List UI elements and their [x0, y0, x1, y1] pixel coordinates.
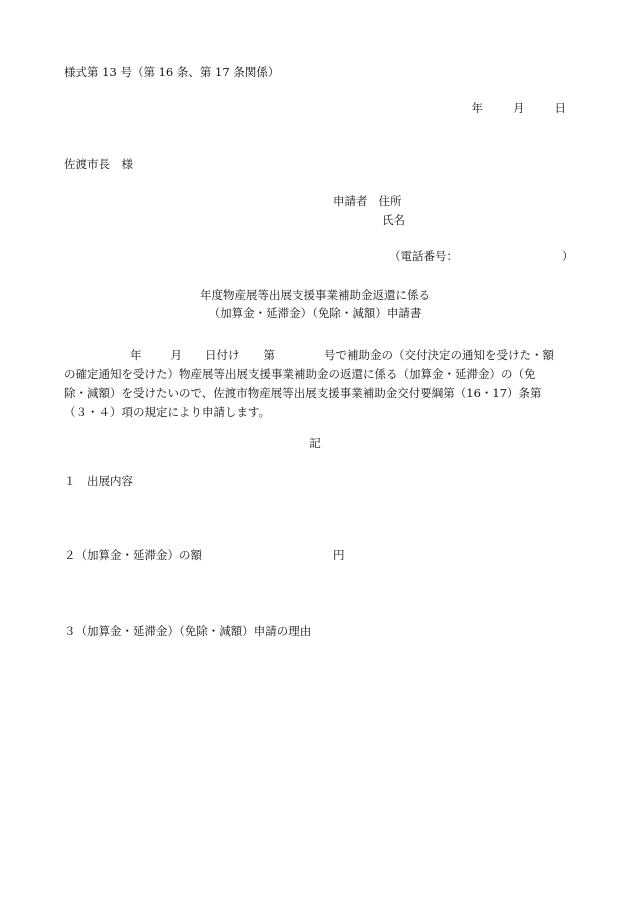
- date-year-label: 年: [471, 101, 483, 115]
- document-title-line-1: 年度物産展等出展支援事業補助金返還に係る: [200, 288, 430, 302]
- date-day-label: 日: [554, 101, 566, 115]
- date-row: [472, 103, 567, 115]
- item-2-amount: [64, 550, 345, 562]
- item-2-yen-unit: 円: [333, 548, 345, 562]
- body-year-label: 年: [130, 348, 142, 362]
- item-1-exhibition-content: １ 出展内容: [64, 474, 133, 488]
- body-paragraph: [64, 346, 566, 422]
- body-dated-label: 日付け: [205, 348, 240, 362]
- applicant-phone-line: [389, 251, 574, 263]
- applicant-address-label: 住所: [378, 194, 402, 208]
- form-number: 様式第 13 号（第 16 条、第 17 条関係）: [64, 65, 280, 79]
- date-month-label: 月: [513, 101, 525, 115]
- applicant-address-line: [333, 196, 402, 208]
- applicant-label: 申請者: [333, 194, 368, 208]
- applicant-name-label: 氏名: [382, 213, 405, 227]
- body-line-2: の確定通知を受けた）物産展等出展支援事業補助金の返還に係る（加算金・延滞金）の（免: [64, 367, 536, 381]
- body-line-3: 除・減額）を受けたいので、佐渡市物産展等出展支援事業補助金交付要綱第（16・17）条第: [64, 386, 542, 400]
- document-title-line-2: （加算金・延滞金）（免除・減額）申請書: [208, 306, 422, 320]
- ki-heading: 記: [309, 436, 321, 450]
- phone-close-label: ）: [562, 249, 574, 263]
- phone-open-label: （電話番号：: [389, 249, 458, 263]
- body-line-1: [64, 346, 566, 365]
- body-line-1-rest: 号で補助金の（交付決定の通知を受けた・額: [324, 348, 554, 362]
- item-2-label: ２（加算金・延滞金）の額: [64, 548, 202, 562]
- body-dai-label: 第: [263, 348, 275, 362]
- body-line-4: （３・４）項の規定により申請します。: [64, 405, 271, 419]
- item-3-reason: ３（加算金・延滞金）（免除・減額）申請の理由: [64, 624, 312, 638]
- addressee: 佐渡市長 様: [64, 157, 133, 171]
- body-month-label: 月: [170, 348, 182, 362]
